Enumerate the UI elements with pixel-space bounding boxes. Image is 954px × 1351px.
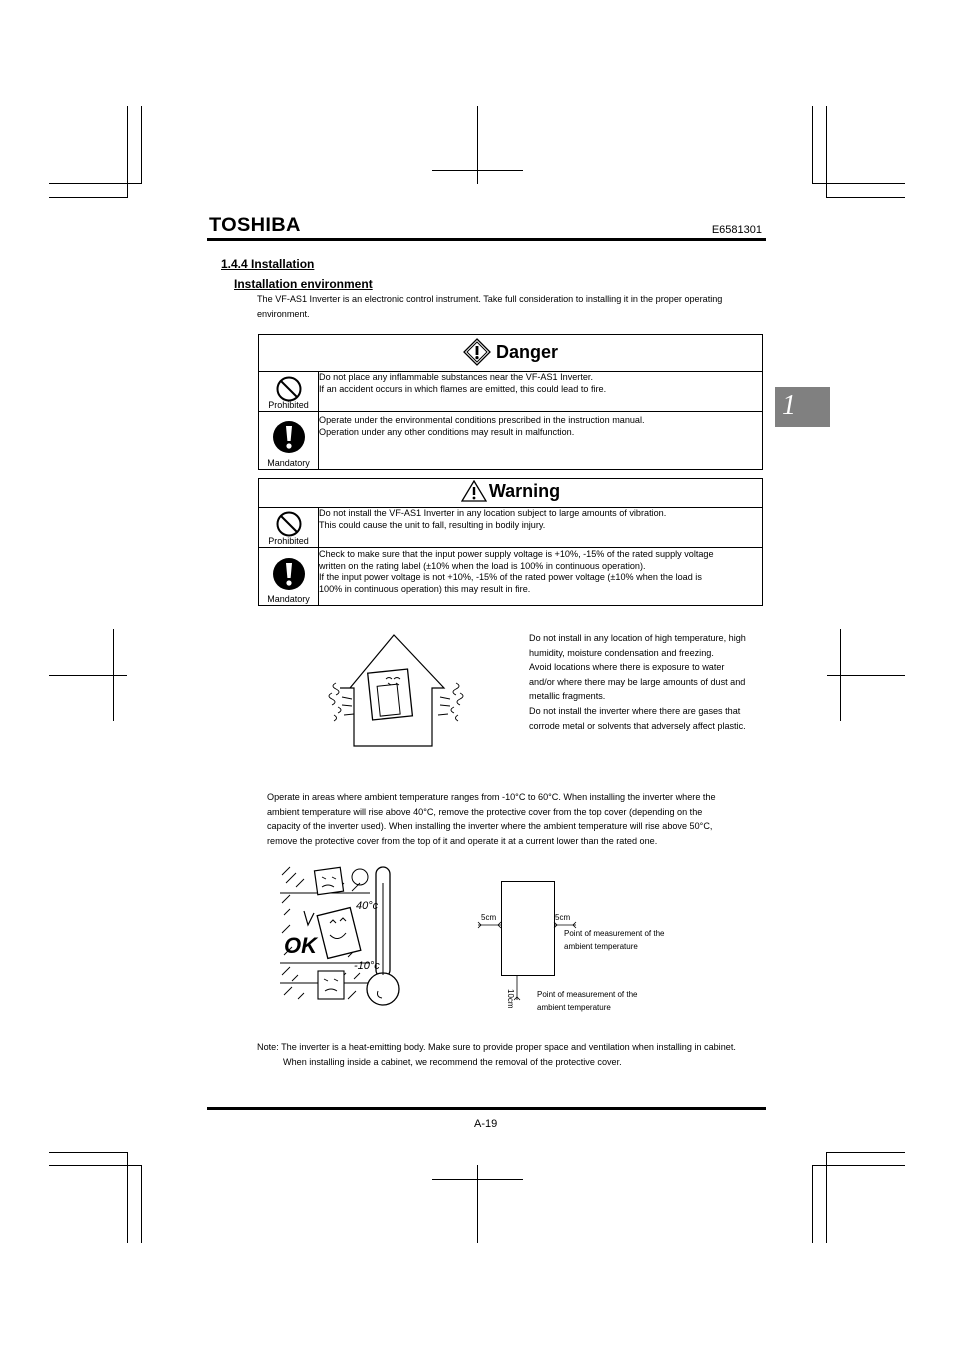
mandatory-icon [272, 420, 306, 454]
warning-triangle-icon [461, 480, 487, 502]
danger-box [258, 334, 763, 470]
note-text: Note: The inverter is a heat-emitting body. Make sure to provide proper space and ventilation when installing in cabinet. When installing inside a cabinet, we recommend the removal of the protective cover. [257, 1042, 736, 1067]
bottom-gap-label: 10cm [506, 989, 515, 1009]
section-subtitle: Installation environment [234, 277, 373, 291]
prohibited-label: Prohibited [268, 400, 309, 410]
warning-row-1-text: Do not install the VF-AS1 Inverter in any location subject to large amounts of vibration. This could cause the unit to fall, resulting in bodily injury. [319, 508, 763, 548]
house-inverter-illustration [328, 633, 464, 749]
prohibited-icon [275, 510, 303, 538]
temp-high-label: 40°c [356, 900, 379, 912]
footer-rule [207, 1107, 766, 1110]
document-number: E6581301 [711, 224, 762, 236]
right-gap-label: 5cm [555, 913, 571, 922]
prohibited-icon [275, 375, 303, 403]
danger-header [259, 335, 763, 372]
inverter-outline [501, 881, 555, 976]
mandatory-label: Mandatory [267, 594, 310, 604]
brand-logo [209, 215, 301, 240]
danger-row-1-icon-cell [259, 372, 319, 412]
mandatory-icon [272, 557, 306, 591]
prohibited-label: Prohibited [268, 536, 309, 546]
danger-diamond-icon [463, 338, 491, 366]
danger-row-2-icon-cell [259, 412, 319, 470]
environment-text: Do not install in any location of high temperature, high humidity, moisture condensation and freezing. Avoid locations where there is exposure to water and/or where there may be large amounts of dust and metallic fragments. Do not install the inverter where there are gases that corrode metal or solvents that adversely affect plastic. [529, 633, 746, 731]
svg-text:TOSHIBA: TOSHIBA [209, 215, 301, 235]
section-intro: The VF-AS1 Inverter is an electronic control instrument. Take full consideration to installing it in the proper operating environment. [257, 294, 723, 319]
warning-row-2-icon-cell [259, 548, 319, 606]
side-measure-label: Point of measurement of the ambient temperature [564, 929, 665, 951]
temperature-text: Operate in areas where ambient temperature ranges from -10°C to 60°C. When installing the inverter where the ambient temperature will rise above 40°C, remove the protective cover from the top cover (depending on the capacity of the inverter used). When installing the inverter where the ambient temperature will rise above 50°C, remove the protective cover from the top of it and operate it at a current lower than the rated one. [267, 792, 716, 846]
warning-row-1-icon-cell [259, 508, 319, 548]
chapter-tab: 1 [775, 387, 830, 427]
warning-title: Warning [488, 480, 561, 501]
bottom-measure-label: Point of measurement of the ambient temperature [537, 990, 638, 1012]
mandatory-label: Mandatory [267, 458, 310, 468]
warning-box [258, 478, 763, 606]
danger-row-2-text: Operate under the environmental conditions prescribed in the instruction manual. Operation under any other conditions may result in malfunction. [319, 412, 763, 470]
thermometer-illustration [278, 863, 408, 1008]
left-gap-label: 5cm [481, 913, 497, 922]
warning-header [259, 479, 763, 508]
section-title: 1.4.4 Installation [221, 257, 315, 271]
ok-label: OK [284, 933, 317, 958]
warning-row-2-text: Check to make sure that the input power supply voltage is +10%, -15% of the rated supply voltage written on the rating label (±10% when the load is 100% in continuous operation). If the input power voltage is not +10%, -15% of the rated power voltage (±10% when the load is 100% in continuous operation) this may result in fire. [319, 548, 763, 606]
danger-title: Danger [495, 341, 558, 362]
danger-row-1-text: Do not place any inflammable substances near the VF-AS1 Inverter. If an accident occurs in which flames are emitted, this could lead to fire. [319, 372, 763, 412]
page-number: A-19 [474, 1118, 498, 1130]
header-rule [207, 238, 766, 241]
temp-low-label: -10°c [354, 960, 380, 972]
